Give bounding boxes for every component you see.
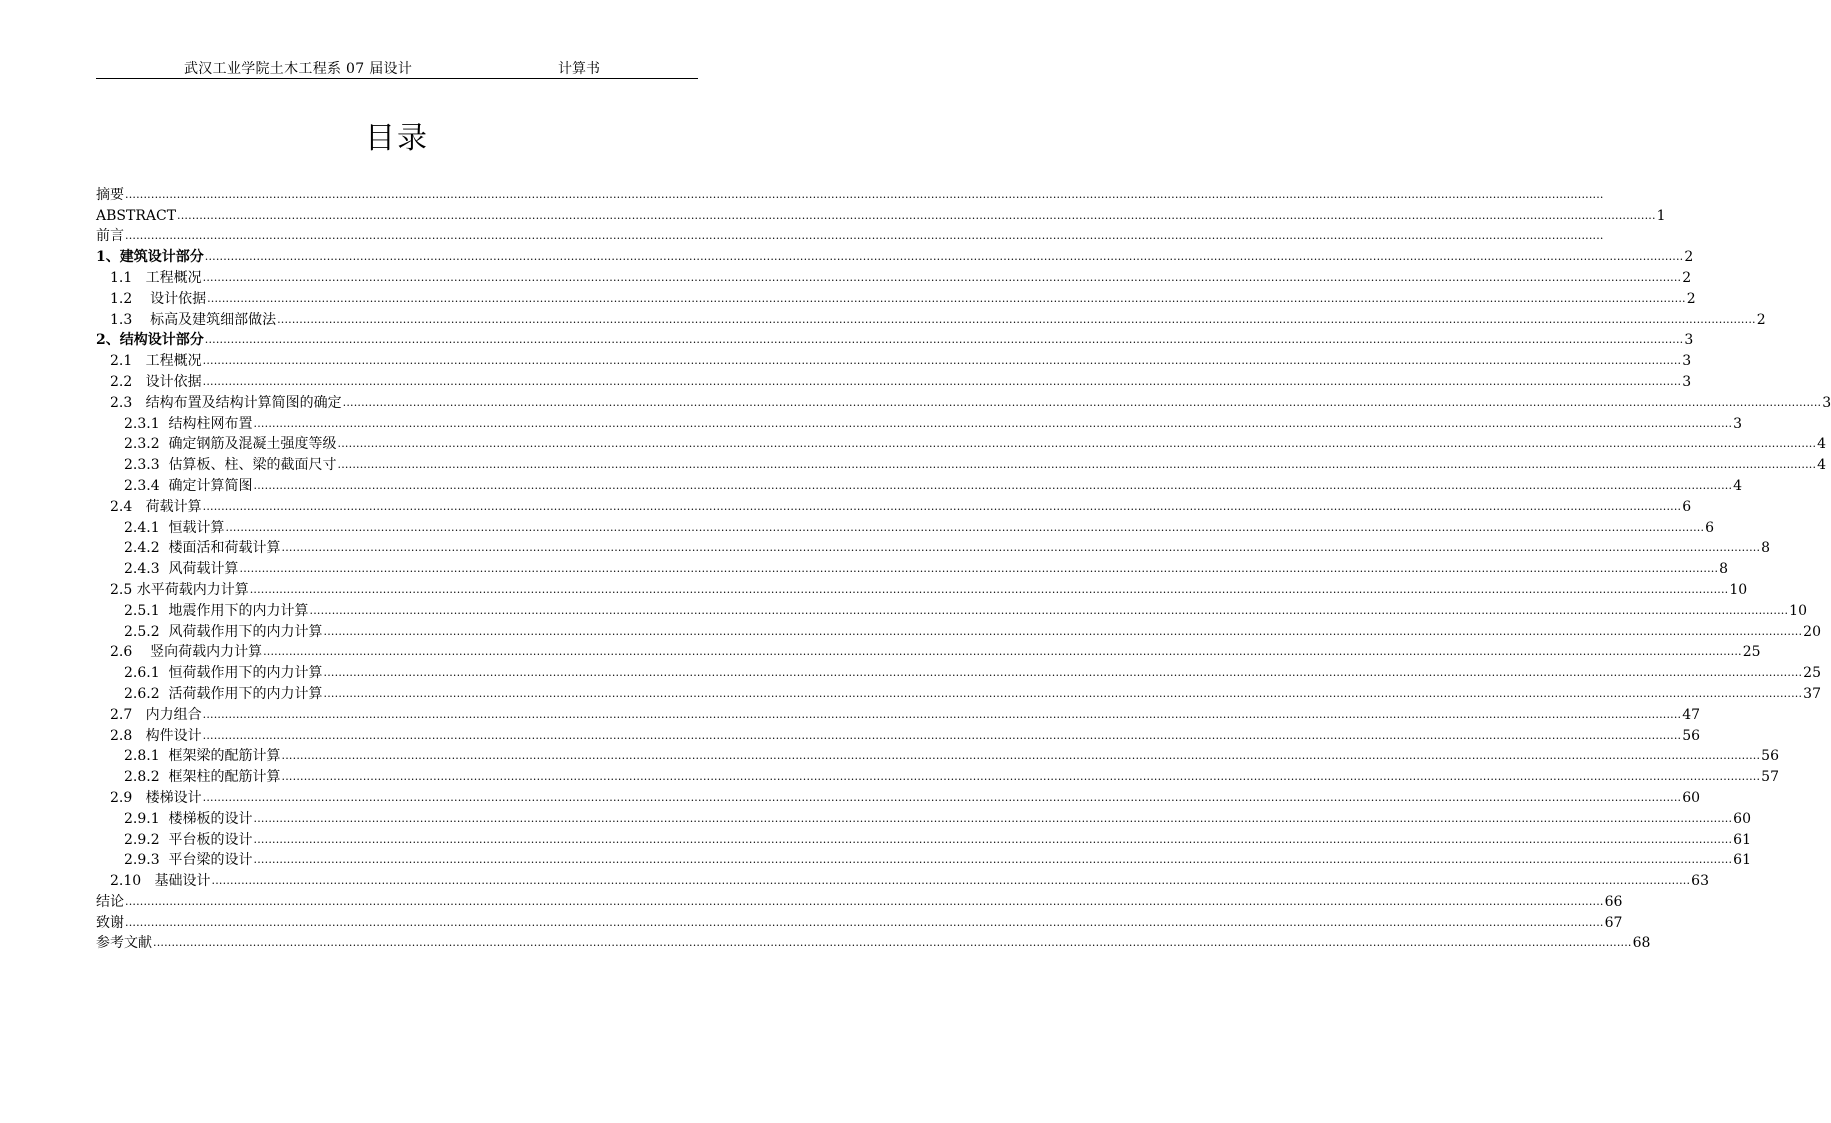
toc-entry-label: 恒荷载作用下的内力计算: [168, 665, 323, 682]
toc-entry[interactable]: [96, 911, 1623, 932]
toc-entry[interactable]: [96, 349, 1692, 370]
toc-entry-page: 8: [1719, 561, 1729, 578]
toc-entry-page: 3: [1684, 332, 1694, 349]
toc-entry-number: 2.9.1: [124, 810, 169, 827]
toc-entry-number: 2.10: [110, 873, 155, 890]
toc-dot-leader: ................................................................................................................................................................................................................................................................................................................................................................................................................: [204, 250, 1684, 264]
toc-dot-leader: ................................................................................................................................................................................................................................................................................................................................................................................................................: [225, 520, 1705, 534]
toc-dot-leader: ................................................................................................................................................................................................................................................................................................................................................................................................................: [253, 832, 1733, 846]
toc-entry-label: 内力组合: [145, 706, 202, 723]
toc-dot-leader: ................................................................................................................................................................................................................................................................................................................................................................................................................: [309, 603, 1789, 617]
toc-entry[interactable]: [96, 599, 1807, 620]
toc-dot-leader: ................................................................................................................................................................................................................................................................................................................................................................................................................: [202, 499, 1682, 513]
toc-entry[interactable]: [96, 225, 1604, 246]
toc-dot-leader: ................................................................................................................................................................................................................................................................................................................................................................................................................: [125, 187, 1604, 201]
toc-entry-page: 6: [1705, 519, 1715, 536]
toc-dot-leader: ................................................................................................................................................................................................................................................................................................................................................................................................................: [323, 686, 1803, 700]
toc-entry-page: 56: [1682, 727, 1701, 744]
toc-entry-label: 确定计算简图: [168, 477, 253, 494]
toc-dot-leader: ................................................................................................................................................................................................................................................................................................................................................................................................................: [253, 811, 1733, 825]
toc-entry-label: 结论: [96, 893, 124, 910]
toc-dot-leader: ................................................................................................................................................................................................................................................................................................................................................................................................................: [281, 541, 1761, 555]
toc-entry[interactable]: [96, 287, 1696, 308]
toc-entry-number: 2.3.2: [124, 436, 169, 453]
toc-dot-leader: ................................................................................................................................................................................................................................................................................................................................................................................................................: [202, 790, 1682, 804]
toc-dot-leader: ................................................................................................................................................................................................................................................................................................................................................................................................................: [253, 416, 1733, 430]
toc-entry[interactable]: [96, 641, 1761, 662]
toc-dot-leader: ................................................................................................................................................................................................................................................................................................................................................................................................................: [125, 229, 1604, 243]
toc-dot-leader: ................................................................................................................................................................................................................................................................................................................................................................................................................: [202, 728, 1682, 742]
toc-entry-label: 风荷载计算: [168, 561, 239, 578]
toc-entry[interactable]: [96, 474, 1743, 495]
toc-dot-leader: ................................................................................................................................................................................................................................................................................................................................................................................................................: [277, 312, 1756, 326]
toc-entry[interactable]: [96, 703, 1701, 724]
page-title: 目录: [365, 121, 429, 156]
toc-entry[interactable]: [96, 537, 1771, 558]
toc-dot-leader: ................................................................................................................................................................................................................................................................................................................................................................................................................: [253, 853, 1733, 867]
toc-entry-label: 估算板、柱、梁的截面尺寸: [168, 457, 337, 474]
toc-entry[interactable]: [96, 495, 1692, 516]
toc-entry-page: 3: [1682, 373, 1692, 390]
toc-entry-label: 结构柱网布置: [168, 415, 253, 432]
toc-entry-number: 1.1: [110, 269, 146, 286]
toc-dot-leader: ................................................................................................................................................................................................................................................................................................................................................................................................................: [337, 458, 1817, 472]
toc-entry-page: 20: [1803, 623, 1821, 640]
toc-dot-leader: ................................................................................................................................................................................................................................................................................................................................................................................................................: [125, 894, 1604, 908]
toc-entry-label: 地震作用下的内力计算: [168, 602, 309, 619]
toc-entry[interactable]: [96, 682, 1821, 703]
toc-entry-label: 楼梯设计: [145, 789, 202, 806]
toc-dot-leader: ................................................................................................................................................................................................................................................................................................................................................................................................................: [253, 478, 1733, 492]
toc-dot-leader: ................................................................................................................................................................................................................................................................................................................................................................................................................: [207, 291, 1686, 305]
toc-dot-leader: ................................................................................................................................................................................................................................................................................................................................................................................................................: [202, 707, 1682, 721]
toc-entry-page: 66: [1604, 893, 1623, 910]
toc-entry-page: 61: [1733, 852, 1751, 869]
toc-entry-label: 参考文献: [96, 935, 152, 952]
toc-entry-label: ABSTRACT: [96, 207, 177, 224]
toc-entry-number: 2、: [96, 332, 120, 349]
toc-entry[interactable]: [96, 183, 1604, 204]
toc-entry-label: 楼面活和荷载计算: [168, 540, 281, 557]
header-doc-type: 计算书: [558, 61, 600, 77]
toc-entry-number: 2.5: [110, 581, 137, 598]
toc-entry-number: 2.3.4: [124, 477, 169, 494]
toc-entry[interactable]: [96, 828, 1751, 849]
toc-entry-page: 10: [1729, 581, 1748, 598]
page-header: [96, 56, 698, 79]
toc-dot-leader: ................................................................................................................................................................................................................................................................................................................................................................................................................: [281, 749, 1761, 763]
toc-entry-number: 2.9.2: [124, 831, 169, 848]
toc-entry-number: 2.8.2: [124, 769, 169, 786]
toc-dot-leader: ................................................................................................................................................................................................................................................................................................................................................................................................................: [323, 666, 1803, 680]
toc-entry-number: 2.2: [110, 373, 146, 390]
toc-entry-label: 构件设计: [145, 727, 202, 744]
toc-entry-number: 2.4.3: [124, 561, 169, 578]
toc-entry-label: 建筑设计部分: [119, 249, 204, 266]
toc-entry-number: 2.8: [110, 727, 146, 744]
toc-entry-number: 2.5.1: [124, 602, 169, 619]
toc-entry-page: 57: [1761, 769, 1779, 786]
toc-entry-page: 3: [1733, 415, 1743, 432]
toc-entry-number: 2.6.2: [124, 685, 169, 702]
toc-entry-label: 结构设计部分: [119, 332, 204, 349]
toc-entry[interactable]: [96, 308, 1766, 329]
toc-entry-label: 确定钢筋及混凝土强度等级: [168, 436, 337, 453]
toc-entry-label: 活荷载作用下的内力计算: [168, 685, 323, 702]
toc-entry-page: 68: [1632, 935, 1651, 952]
toc-entry[interactable]: [96, 578, 1748, 599]
toc-entry[interactable]: [96, 516, 1715, 537]
toc-entry-page: 2: [1684, 249, 1694, 266]
toc-entry-label: 平台梁的设计: [168, 852, 253, 869]
toc-entry-page: 60: [1682, 789, 1701, 806]
header-school-title: 武汉工业学院土木工程系 07 届设计: [184, 61, 413, 77]
toc-entry-label: 结构布置及结构计算简图的确定: [145, 394, 342, 411]
toc-entry-number: 2.9: [110, 789, 146, 806]
toc-entry-label: 楼梯板的设计: [168, 810, 253, 827]
toc-entry-number: 2.1: [110, 353, 146, 370]
toc-entry-number: 2.3.1: [124, 415, 169, 432]
toc-entry[interactable]: [96, 620, 1821, 641]
toc-entry-page: 60: [1733, 810, 1751, 827]
toc-entry[interactable]: [96, 745, 1779, 766]
toc-entry-label: 工程概况: [145, 353, 202, 370]
toc-entry[interactable]: [96, 932, 1651, 953]
toc-entry[interactable]: [96, 245, 1694, 266]
toc-entry[interactable]: [96, 786, 1701, 807]
toc-entry-label: 水平荷载内力计算: [136, 581, 249, 598]
toc-entry-page: 4: [1817, 436, 1827, 453]
toc-entry-label: 摘要: [96, 186, 124, 203]
toc-entry-page: 8: [1761, 540, 1771, 557]
table-of-contents: [96, 183, 1831, 952]
toc-entry-page: 1: [1656, 207, 1666, 224]
toc-entry-page: 6: [1682, 498, 1692, 515]
toc-entry-page: 37: [1803, 685, 1821, 702]
toc-entry-page: 2: [1686, 290, 1696, 307]
toc-entry-number: 1.2: [110, 290, 151, 307]
toc-dot-leader: ................................................................................................................................................................................................................................................................................................................................................................................................................: [153, 936, 1632, 950]
toc-entry-number: 1.3: [110, 311, 151, 328]
toc-entry[interactable]: [96, 412, 1743, 433]
toc-entry[interactable]: [96, 433, 1827, 454]
toc-entry-label: 设计依据: [150, 290, 207, 307]
toc-entry-page: 63: [1691, 873, 1709, 890]
toc-entry[interactable]: [96, 849, 1751, 870]
toc-dot-leader: ................................................................................................................................................................................................................................................................................................................................................................................................................: [202, 354, 1682, 368]
toc-entry[interactable]: [96, 890, 1623, 911]
toc-entry-label: 框架柱的配筋计算: [168, 769, 281, 786]
toc-entry-page: 25: [1742, 644, 1761, 661]
toc-entry-label: 平台板的设计: [168, 831, 253, 848]
toc-entry-label: 前言: [96, 228, 124, 245]
toc-dot-leader: ................................................................................................................................................................................................................................................................................................................................................................................................................: [281, 770, 1761, 784]
toc-entry-label: 恒载计算: [168, 519, 225, 536]
toc-entry-number: 2.7: [110, 706, 146, 723]
toc-dot-leader: ................................................................................................................................................................................................................................................................................................................................................................................................................: [337, 437, 1817, 451]
toc-entry[interactable]: [96, 453, 1827, 474]
toc-entry-label: 竖向荷载内力计算: [150, 644, 263, 661]
toc-entry-number: 2.9.3: [124, 852, 169, 869]
toc-entry-page: 47: [1682, 706, 1701, 723]
toc-entry-number: 2.4.2: [124, 540, 169, 557]
toc-entry-label: 设计依据: [145, 373, 202, 390]
toc-entry-page: 61: [1733, 831, 1751, 848]
toc-entry-number: 2.3.3: [124, 457, 169, 474]
toc-entry[interactable]: [96, 765, 1779, 786]
toc-entry-label: 荷载计算: [145, 498, 202, 515]
toc-entry-page: 4: [1733, 477, 1743, 494]
toc-entry-label: 框架梁的配筋计算: [168, 748, 281, 765]
toc-dot-leader: ................................................................................................................................................................................................................................................................................................................................................................................................................: [177, 208, 1656, 222]
toc-dot-leader: ................................................................................................................................................................................................................................................................................................................................................................................................................: [342, 395, 1822, 409]
toc-entry[interactable]: [96, 557, 1729, 578]
toc-dot-leader: ................................................................................................................................................................................................................................................................................................................................................................................................................: [202, 374, 1682, 388]
toc-entry[interactable]: [96, 391, 1831, 412]
toc-entry-page: 10: [1789, 602, 1807, 619]
toc-entry-number: 1、: [96, 249, 120, 266]
toc-dot-leader: ................................................................................................................................................................................................................................................................................................................................................................................................................: [202, 270, 1682, 284]
toc-entry-label: 工程概况: [145, 269, 202, 286]
toc-entry-label: 标高及建筑细部做法: [150, 311, 277, 328]
toc-entry[interactable]: [96, 204, 1666, 225]
toc-entry[interactable]: [96, 329, 1694, 350]
toc-entry-label: 风荷载作用下的内力计算: [168, 623, 323, 640]
toc-dot-leader: ................................................................................................................................................................................................................................................................................................................................................................................................................: [204, 333, 1684, 347]
toc-entry[interactable]: [96, 724, 1701, 745]
toc-dot-leader: ................................................................................................................................................................................................................................................................................................................................................................................................................: [125, 915, 1604, 929]
toc-entry-number: 2.3: [110, 394, 146, 411]
toc-entry-number: 2.6: [110, 644, 151, 661]
toc-entry-number: 2.4.1: [124, 519, 169, 536]
toc-dot-leader: ................................................................................................................................................................................................................................................................................................................................................................................................................: [323, 624, 1803, 638]
toc-entry-number: 2.8.1: [124, 748, 169, 765]
toc-dot-leader: ................................................................................................................................................................................................................................................................................................................................................................................................................: [211, 874, 1691, 888]
toc-entry[interactable]: [96, 807, 1751, 828]
toc-entry[interactable]: [96, 266, 1692, 287]
toc-entry-page: 2: [1682, 269, 1692, 286]
toc-entry-number: 2.6.1: [124, 665, 169, 682]
toc-entry-page: 56: [1761, 748, 1779, 765]
toc-entry[interactable]: [96, 869, 1709, 890]
toc-entry[interactable]: [96, 370, 1692, 391]
toc-entry-page: 3: [1822, 394, 1831, 411]
toc-dot-leader: ................................................................................................................................................................................................................................................................................................................................................................................................................: [249, 582, 1729, 596]
toc-entry-label: 致谢: [96, 914, 124, 931]
toc-entry-page: 4: [1817, 457, 1827, 474]
toc-entry-number: 2.4: [110, 498, 146, 515]
toc-entry-page: 67: [1604, 914, 1623, 931]
toc-dot-leader: ................................................................................................................................................................................................................................................................................................................................................................................................................: [239, 562, 1719, 576]
toc-entry-page: 3: [1682, 353, 1692, 370]
toc-entry-number: 2.5.2: [124, 623, 169, 640]
toc-entry-page: 2: [1756, 311, 1766, 328]
toc-dot-leader: ................................................................................................................................................................................................................................................................................................................................................................................................................: [263, 645, 1742, 659]
toc-entry-label: 基础设计: [154, 873, 211, 890]
toc-entry-page: 25: [1803, 665, 1821, 682]
toc-entry[interactable]: [96, 661, 1821, 682]
